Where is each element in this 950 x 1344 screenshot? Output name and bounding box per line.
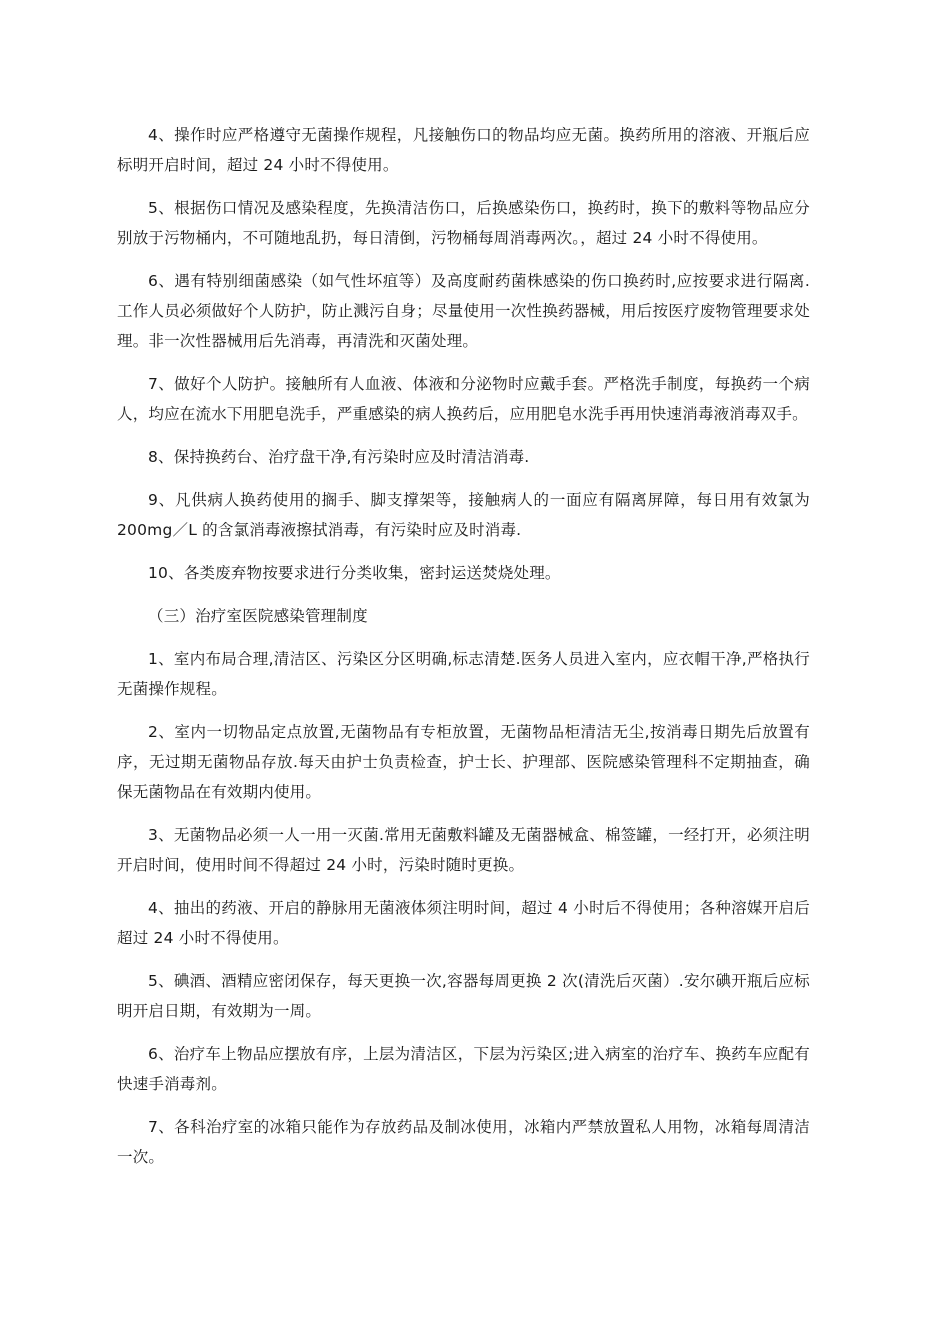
- paragraph-7-personal-protection: 7、做好个人防护。接触所有人血液、体液和分泌物时应戴手套。严格洗手制度，每换药一个病人，均应在流水下用肥皂洗手，严重感染的病人换药后，应用肥皂水洗手再用快速消毒液消毒双手。: [117, 375, 810, 423]
- paragraph-7-refrigerator: 7、各科治疗室的冰箱只能作为存放药品及制冰使用，冰箱内严禁放置私人用物，冰箱每周清洁一次。: [117, 1118, 810, 1166]
- paragraph-4-drug-solutions: 4、抽出的药液、开启的静脉用无菌液体须注明时间，超过 4 小时后不得使用；各种溶媒开启后超过 24 小时不得使用。: [117, 899, 810, 947]
- paragraph-9-support-frames: 9、凡供病人换药使用的搁手、脚支撑架等，接触病人的一面应有隔离屏障，每日用有效氯为 200mg／L 的含氯消毒液擦拭消毒，有污染时应及时消毒.: [117, 491, 810, 539]
- paragraph-4-dressing-sterile: 4、操作时应严格遵守无菌操作规程，凡接触伤口的物品均应无菌。换药所用的溶液、开瓶后应标明开启时间，超过 24 小时不得使用。: [117, 126, 810, 174]
- paragraph-5-iodine-alcohol: 5、碘酒、酒精应密闭保存，每天更换一次,容器每周更换 2 次(清洗后灭菌）.安尔碘开瓶后应标明开启日期，有效期为一周。: [117, 972, 810, 1020]
- paragraph-2-item-storage: 2、室内一切物品定点放置,无菌物品有专柜放置，无菌物品柜清洁无尘,按消毒日期先后放置有序，无过期无菌物品存放.每天由护士负责检查，护士长、护理部、医院感染管理科不定期抽查，确保无菌物品在有效期内使用。: [117, 723, 810, 801]
- paragraph-1-room-layout: 1、室内布局合理,清洁区、污染区分区明确,标志清楚.医务人员进入室内，应衣帽干净,严格执行无菌操作规程。: [117, 650, 810, 698]
- paragraph-3-sterile-items: 3、无菌物品必须一人一用一灭菌.常用无菌敷料罐及无菌器械盒、棉签罐，一经打开，必须注明开启时间，使用时间不得超过 24 小时，污染时随时更换。: [117, 826, 810, 874]
- paragraph-10-waste: 10、各类废弃物按要求进行分类收集，密封运送焚烧处理。: [148, 564, 561, 582]
- section-heading-treatment-room: （三）治疗室医院感染管理制度: [148, 607, 368, 625]
- paragraph-6-treatment-cart: 6、治疗车上物品应摆放有序，上层为清洁区，下层为污染区;进入病室的治疗车、换药车应配有快速手消毒剂。: [117, 1045, 810, 1093]
- paragraph-8-dressing-table: 8、保持换药台、治疗盘干净,有污染时应及时清洁消毒.: [148, 448, 530, 466]
- paragraph-5-wound-order: 5、根据伤口情况及感染程度，先换清洁伤口，后换感染伤口，换药时，换下的敷料等物品应分别放于污物桶内，不可随地乱扔，每日清倒，污物桶每周消毒两次。，超过 24 小时不得使用。: [117, 199, 810, 247]
- paragraph-6-special-infection: 6、遇有特别细菌感染（如气性坏疽等）及高度耐药菌株感染的伤口换药时,应按要求进行隔离.工作人员必须做好个人防护，防止溅污自身；尽量使用一次性换药器械，用后按医疗废物管理要求处理。非一次性器械用后先消毒，再清洗和灭菌处理。: [117, 272, 810, 350]
- document-body: [117, 120, 810, 1172]
